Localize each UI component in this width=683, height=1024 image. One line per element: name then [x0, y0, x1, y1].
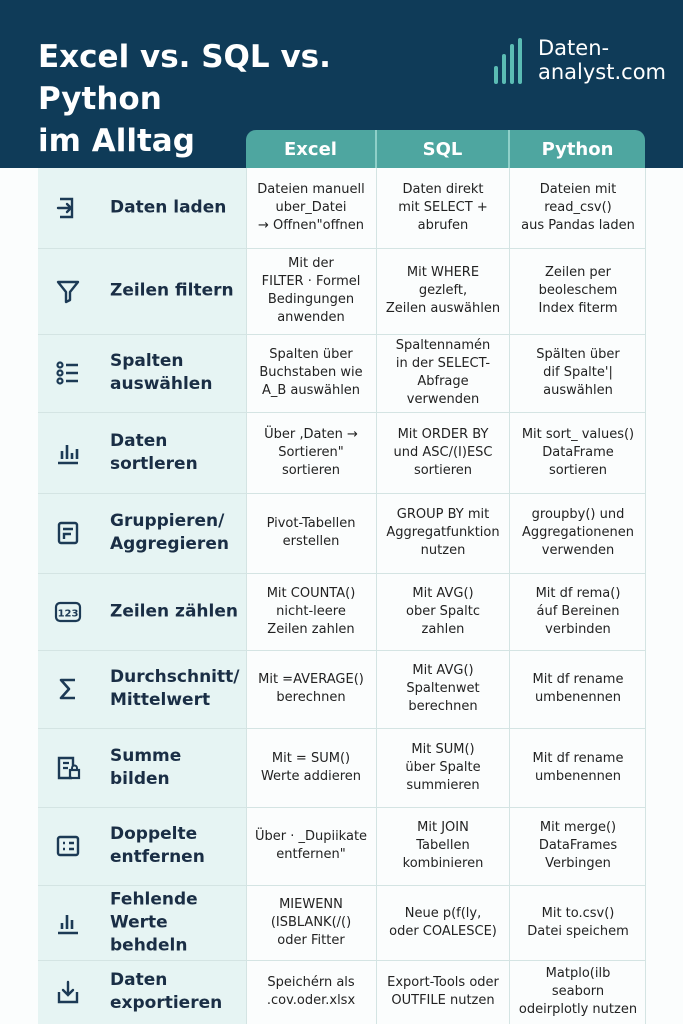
table-row [0, 412, 683, 493]
cell-python: Mit merge() DataFrames Verbingen [538, 820, 618, 871]
column-header-excel: Excel [246, 130, 375, 168]
row-label [38, 885, 246, 960]
header-divider [375, 130, 377, 168]
cell-python: groupby() und Aggregationenen verwenden [521, 507, 635, 558]
cell-excel: Pivot-Tabellen erstellen [266, 516, 356, 549]
row-divider [38, 885, 646, 886]
count-123-icon [54, 598, 82, 626]
grouping-icon [54, 519, 82, 547]
column-header-python: Python [510, 130, 645, 168]
column-header-sql: SQL [377, 130, 508, 168]
brand-line-1: Daten- [538, 36, 610, 60]
cell-sql: Daten direkt mit SELECT + abrufen [398, 182, 488, 233]
brand-logo [494, 34, 674, 86]
cell-python: Mit sort_ values() DataFrame sortieren [521, 426, 635, 478]
column-divider [645, 168, 646, 1024]
row-title: Fehlende Werte behdeln [110, 889, 198, 955]
cell-python: Mit df rename umbenennen [532, 672, 624, 705]
row-title: Durchschnitt/ Mittelwert [110, 667, 240, 710]
brand-name [538, 36, 666, 84]
cell-python: Mit to.csv() Datei speichem [527, 905, 629, 939]
export-icon [54, 978, 82, 1006]
title-line-2: im Alltag [38, 123, 195, 159]
bar-chart-icon [54, 439, 82, 467]
cell-sql: Mit ORDER BY und ASC/(I)ESC sortieren [393, 426, 493, 478]
row-label [38, 248, 246, 334]
table-row [0, 807, 683, 885]
cell-sql: Mit AVG() Spaltenwet berechnen [406, 663, 480, 714]
missing-values-icon [54, 909, 82, 937]
sum-document-icon [54, 754, 82, 782]
table-row [0, 885, 683, 960]
table-row [0, 728, 683, 807]
cell-excel: Spalten über Buchstaben wie A_B auswählen [259, 347, 363, 398]
cell-excel: Mit COUNTA() nicht-leere Zeilen zahlen [266, 585, 356, 637]
column-divider [246, 168, 247, 1024]
cell-sql: Spaltennamén in der SELECT- Abfrage verwenden [395, 338, 491, 407]
table-row [0, 493, 683, 573]
row-title: Spalten auswählen [110, 351, 213, 394]
row-label [38, 573, 246, 650]
row-title: Zeilen zählen [110, 601, 238, 621]
comparison-table [0, 168, 683, 1024]
row-divider [38, 650, 646, 651]
table-row [0, 168, 683, 248]
cell-excel: Über · _Dupiikate entfernen" [254, 829, 368, 862]
cell-sql: Mit JOIN Tabellen kombinieren [402, 820, 484, 871]
row-title: Daten laden [110, 197, 227, 218]
row-title: Zeilen filtern [110, 280, 234, 301]
table-row [0, 573, 683, 650]
row-label [38, 412, 246, 493]
brand-bars-icon [494, 38, 528, 84]
table-row [0, 960, 683, 1024]
cell-excel: Mit = SUM() Werte addieren [260, 750, 362, 784]
table-row [0, 248, 683, 334]
row-divider [38, 334, 646, 335]
row-divider [38, 248, 646, 249]
row-label [38, 493, 246, 573]
row-divider [38, 807, 646, 808]
row-divider [38, 412, 646, 413]
row-label [38, 334, 246, 412]
cell-sql: Mit AVG() ober Spaltc zahlen [405, 585, 480, 637]
row-label [38, 807, 246, 885]
cell-python: Mit df rema() áuf Bereinen verbinden [535, 585, 621, 637]
cell-excel: Mit =AVERAGE() berechnen [258, 672, 364, 705]
header-divider [508, 130, 510, 168]
header-banner [0, 0, 683, 168]
cell-excel: Speichérn als .cov.oder.xlsx [266, 975, 356, 1008]
table-row [0, 334, 683, 412]
column-divider [509, 168, 510, 1024]
row-divider [38, 728, 646, 729]
cell-sql: GROUP BY mit Aggregatfunktion nutzen [386, 507, 500, 558]
row-title: Summe bilden [110, 745, 182, 789]
cell-sql: Export-Tools oder OUTFILE nutzen [387, 975, 499, 1008]
row-label [38, 650, 246, 728]
row-title: Daten sortleren [110, 430, 198, 474]
table-row [0, 650, 683, 728]
cell-python: Mit df rename umbenennen [532, 750, 624, 784]
filter-icon [54, 277, 82, 305]
cell-python: Matplo(ilb seaborn odeirplotly nutzen [518, 966, 638, 1017]
cell-python: Dateien mit read_csv() aus Pandas laden [521, 182, 635, 233]
cell-sql: Mit SUM() über Spalte summieren [405, 741, 481, 793]
row-title: Gruppieren/ Aggregieren [110, 511, 229, 554]
cell-excel: Dateien manuell uber_Datei → Offnen"offnen [257, 182, 365, 233]
row-divider [38, 493, 646, 494]
title-line-1: Excel vs. SQL vs. Python [38, 39, 331, 117]
cell-sql: Neue p(f(ly, oder COALESCE) [389, 905, 497, 939]
cell-python: Zeilen per beoleschem Index fiterm [538, 265, 618, 316]
row-label [38, 168, 246, 248]
import-arrow-icon [54, 194, 82, 222]
cell-python: Spälten über dif Spalte'| auswählen [536, 347, 620, 398]
row-divider [38, 960, 646, 961]
cell-sql: Mit WHERE gezleft, Zeilen auswählen [385, 265, 501, 316]
column-divider [376, 168, 377, 1024]
cell-excel: Mit der FILTER · Formel Bedingungen anwenden [261, 256, 361, 325]
cell-excel: Über ‚Daten → Sortieren" sortieren [264, 426, 358, 478]
brand-line-2: analyst.com [538, 60, 667, 84]
row-label [38, 960, 246, 1024]
row-title: Doppelte entfernen [110, 824, 205, 867]
row-divider [38, 573, 646, 574]
row-label [38, 728, 246, 807]
cell-excel: MIEWENN (ISBLANK(/() oder Fitter [270, 896, 352, 948]
row-title: Daten exportieren [110, 970, 223, 1013]
duplicates-icon [54, 832, 82, 860]
column-select-icon [54, 359, 82, 387]
sigma-icon [54, 675, 82, 703]
